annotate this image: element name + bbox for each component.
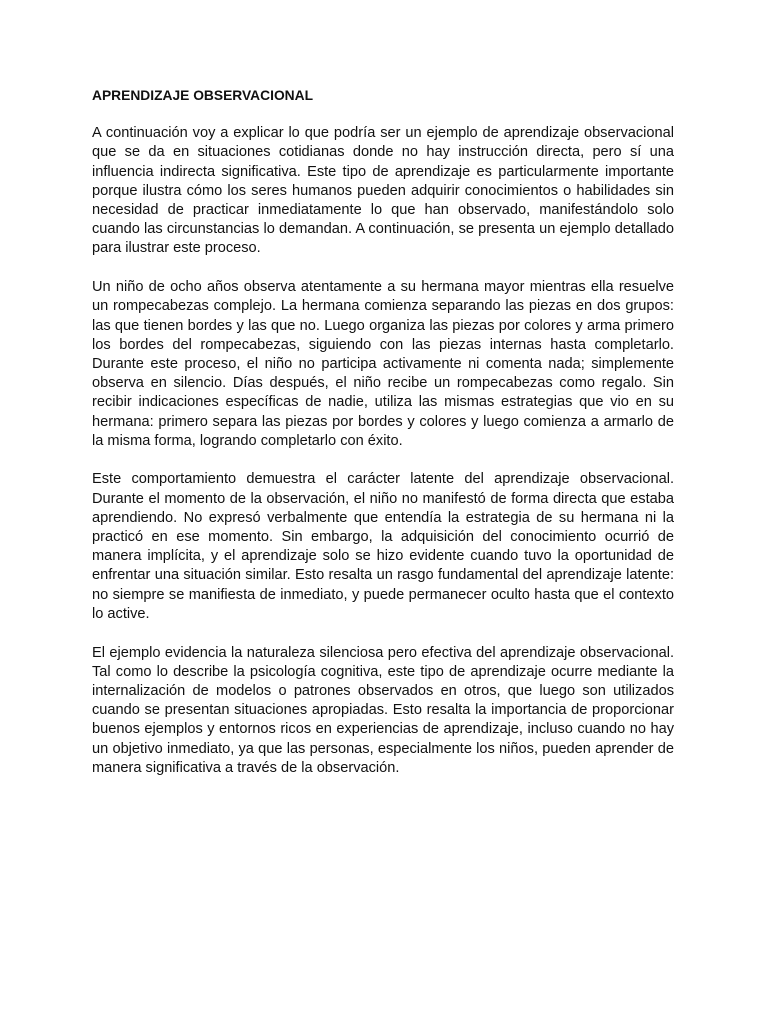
paragraph-conclusion: El ejemplo evidencia la naturaleza silenciosa pero efectiva del aprendizaje observacional. Tal como lo describe la psicología cognitiva, este tipo de aprendizaje ocurre mediante la internalización de modelos o patrones observados en otros, que luego son utilizados cuando se presentan situaciones apropiadas. Esto resalta la importancia de proporcionar buenos ejemplos y entornos ricos en experiencias de aprendizaje, incluso cuando no hay un objetivo inmediato, ya que las personas, especialmente los niños, pueden aprender de manera significativa a través de la observación. — [92, 644, 674, 776]
paragraph-example: Un niño de ocho años observa atentamente a su hermana mayor mientras ella resuelve un rompecabezas complejo. La hermana comienza separando las piezas en dos grupos: las que tienen bordes y las que no. Luego organiza las piezas por colores y arma primero los bordes del rompecabezas, siguiendo con las piezas internas hasta completarlo. Durante este proceso, el niño no participa activamente ni comenta nada; simplemente observa en silencio. Días después, el niño recibe un rompecabezas como regalo. Sin recibir indicaciones específicas de nadie, utiliza las mismas estrategias que vio en su hermana: primero separa las piezas por bordes y colores y luego comienza a armarlo de la misma forma, logrando completarlo con éxito. — [92, 279, 674, 449]
paragraph-analysis: Este comportamiento demuestra el carácter latente del aprendizaje observacional. Durante el momento de la observación, el niño no manifestó de forma directa que estaba aprendiendo. No expresó verbalmente que entendía la estrategia de su hermana ni la practicó en ese momento. Sin embargo, la adquisición del conocimiento ocurrió de manera implícita, y el aprendizaje solo se hizo evidente cuando tuvo la oportunidad de enfrentar una situación similar. Esto resalta un rasgo fundamental del aprendizaje latente: no siempre se manifiesta de inmediato, y puede permanecer oculto hasta que el contexto lo active. — [92, 471, 674, 622]
document-body — [92, 86, 674, 798]
document-title: APRENDIZAJE OBSERVACIONAL — [92, 88, 314, 103]
paragraph-introduction: A continuación voy a explicar lo que podría ser un ejemplo de aprendizaje observacional que se da en situaciones cotidianas donde no hay instrucción directa, pero sí una influencia indirecta significativa. Este tipo de aprendizaje es particularmente importante porque ilustra cómo los seres humanos pueden adquirir conocimientos o habilidades sin necesidad de practicar inmediatamente lo que han observado, manifestándolo solo cuando las circunstancias lo demandan. A continuación, se presenta un ejemplo detallado para ilustrar este proceso. — [92, 125, 674, 257]
